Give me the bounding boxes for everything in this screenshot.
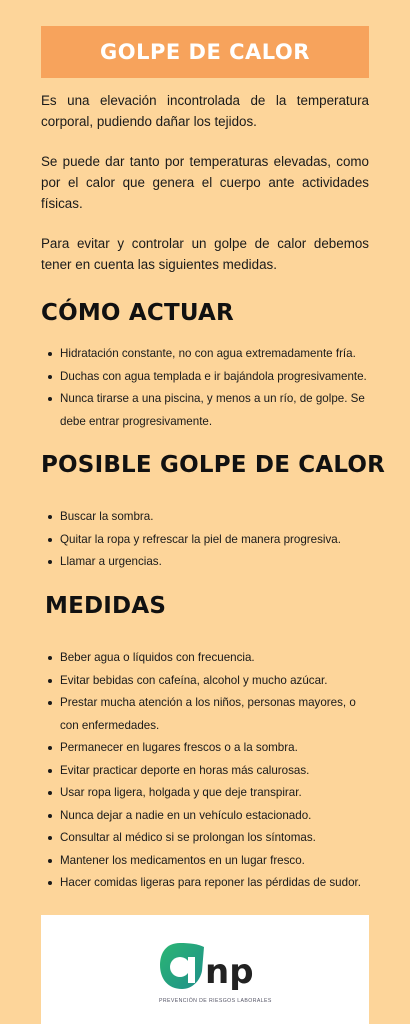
list-item: Permanecer en lugares frescos o a la sombra. xyxy=(60,737,375,760)
section-heading-medidas: MEDIDAS xyxy=(45,593,167,619)
list-item: Usar ropa ligera, holgada y que deje transpirar. xyxy=(60,782,375,805)
page-title: GOLPE DE CALOR xyxy=(100,40,310,64)
medidas-list xyxy=(60,647,375,895)
title-banner xyxy=(41,26,369,78)
list-item: Nunca dejar a nadie en un vehículo estacionado. xyxy=(60,805,375,828)
list-item: Beber agua o líquidos con frecuencia. xyxy=(60,647,375,670)
list-item: Duchas con agua templada e ir bajándola progresivamente. xyxy=(60,366,375,389)
intro-paragraph-3: Para evitar y controlar un golpe de calor debemos tener en cuenta las siguientes medidas. xyxy=(41,236,369,272)
list-item: Llamar a urgencias. xyxy=(60,551,375,574)
footer-logo-panel xyxy=(41,915,369,1024)
anp-logo-icon xyxy=(158,939,258,997)
intro-paragraph-1: Es una elevación incontrolada de la temperatura corporal, pudiendo dañar los tejidos. xyxy=(41,93,369,129)
logo-tagline: PREVENCIÓN DE RIESGOS LABORALES xyxy=(159,998,272,1004)
posible-golpe-list xyxy=(60,506,375,574)
list-item: Prestar mucha atención a los niños, personas mayores, o con enfermedades. xyxy=(60,692,375,737)
list-item: Quitar la ropa y refrescar la piel de manera progresiva. xyxy=(60,529,375,552)
list-item: Nunca tirarse a una piscina, y menos a un río, de golpe. Se debe entrar progresivamente. xyxy=(60,388,375,433)
svg-text:np: np xyxy=(205,952,254,992)
section-heading-posible-golpe: POSIBLE GOLPE DE CALOR xyxy=(41,452,386,478)
intro-paragraph-2: Se puede dar tanto por temperaturas elevadas, como por el calor que genera el cuerpo ante actividades físicas. xyxy=(41,154,369,211)
list-item: Evitar bebidas con cafeína, alcohol y mucho azúcar. xyxy=(60,670,375,693)
list-item: Hacer comidas ligeras para reponer las pérdidas de sudor. xyxy=(60,872,375,895)
section-heading-como-actuar: CÓMO ACTUAR xyxy=(41,300,234,326)
list-item: Consultar al médico si se prolongan los síntomas. xyxy=(60,827,375,850)
list-item: Buscar la sombra. xyxy=(60,506,375,529)
list-item: Mantener los medicamentos en un lugar fresco. xyxy=(60,850,375,873)
list-item: Evitar practicar deporte en horas más calurosas. xyxy=(60,760,375,783)
como-actuar-list xyxy=(60,343,375,433)
list-item: Hidratación constante, no con agua extremadamente fría. xyxy=(60,343,375,366)
